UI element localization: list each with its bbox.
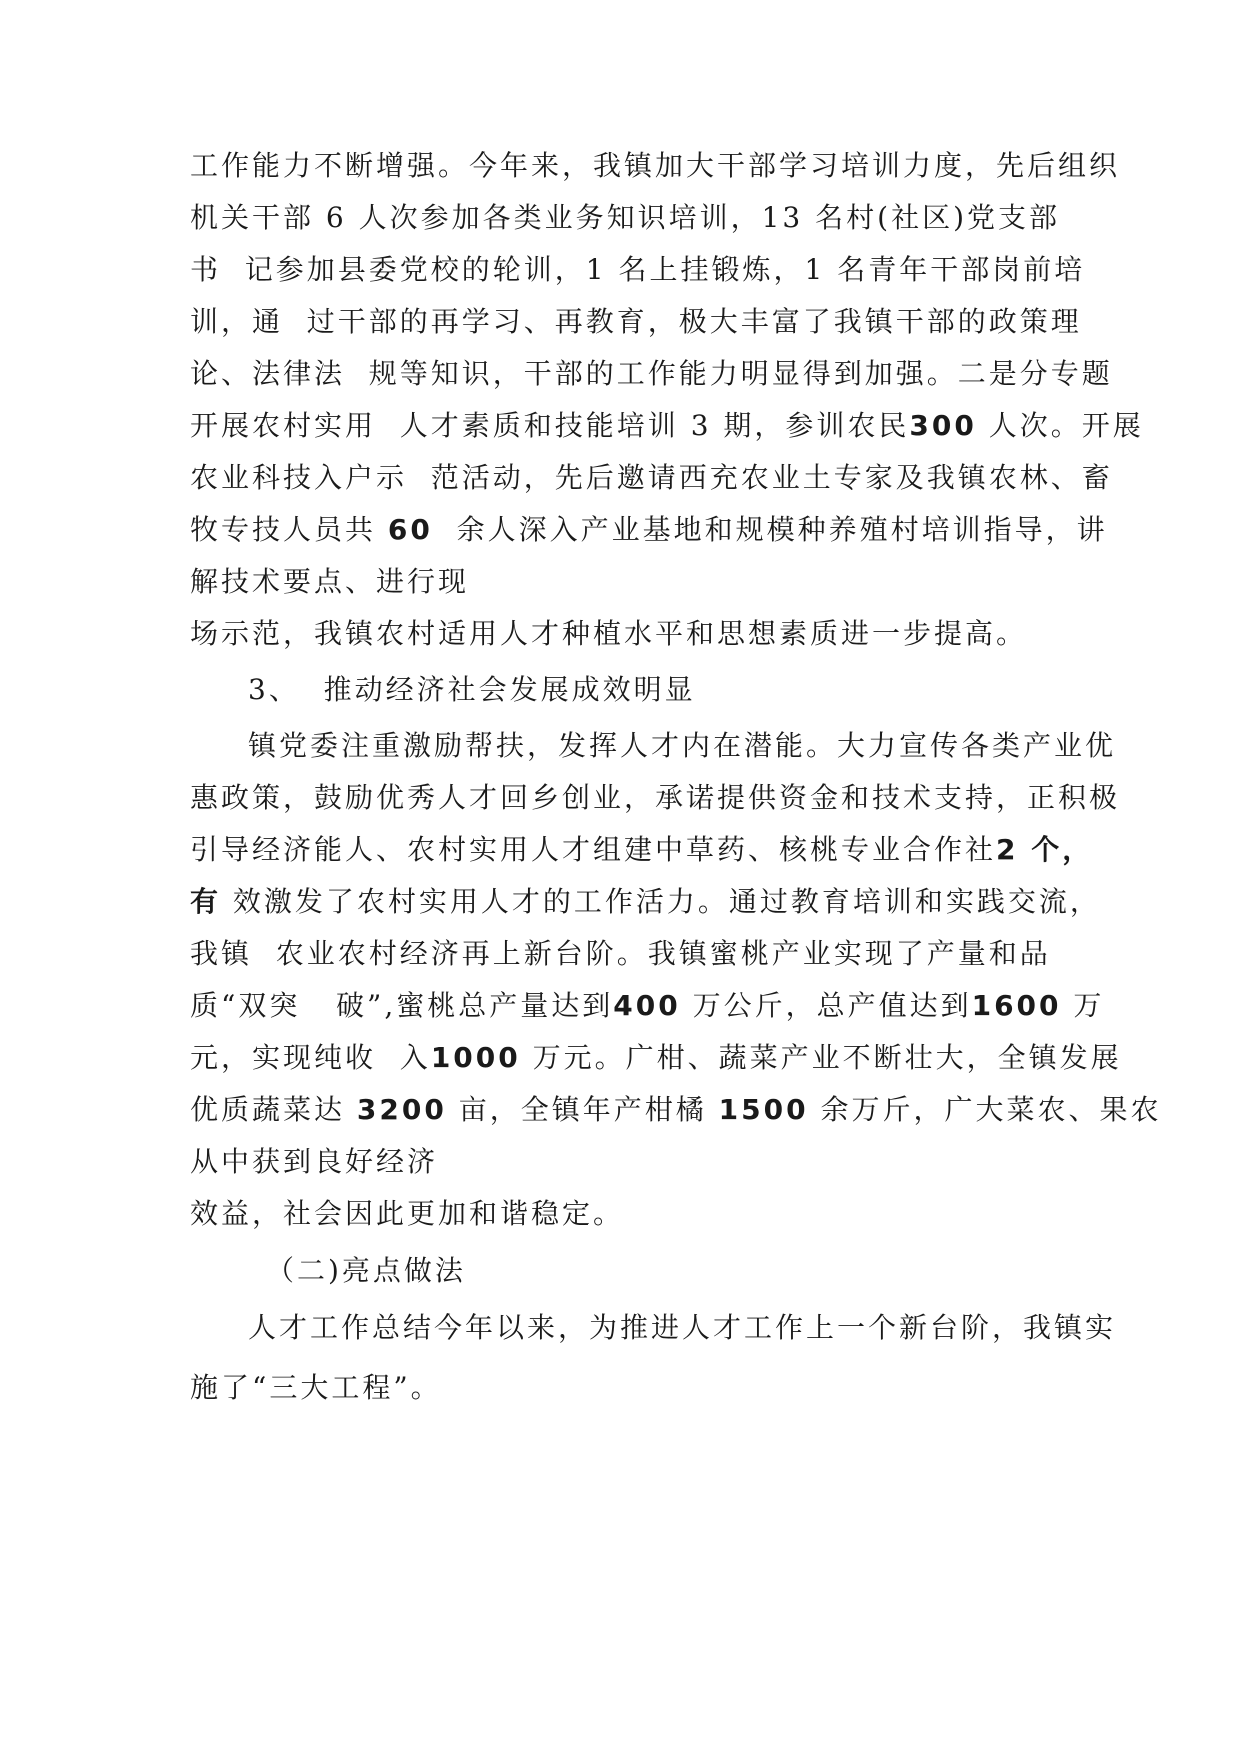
paragraph-line: 我镇 农业农村经济再上新台阶。我镇蜜桃产业实现了产量和品 (190, 937, 1051, 970)
number-run: 60 (387, 513, 433, 546)
paragraph-line: 机关干部 6 人次参加各类业务知识培训，13 名村(社区)党支部 (190, 201, 1060, 234)
number-run: 2 个， (996, 833, 1094, 866)
paragraph-line (190, 1040, 1122, 1076)
text-run: 余万斤，广大菜农、果农 (808, 1093, 1162, 1126)
text-run: 万 (1061, 989, 1105, 1022)
paragraph-line: 场示范，我镇农村适用人才种植水平和思想素质进一步提高。 (190, 617, 1028, 650)
paragraph-line: 训，通 过干部的再学习、再教育，极大丰富了我镇干部的政策理 (190, 305, 1082, 338)
number-run: 3200 (356, 1093, 447, 1126)
number-run: 1500 (718, 1093, 809, 1126)
text-run: 质“双突 破”,蜜桃总产量达到 (190, 989, 614, 1022)
paragraph-line: 书 记参加县委党校的轮训，1 名上挂锻炼，1 名青年干部岗前培 (190, 253, 1086, 286)
paragraph-line (190, 832, 1094, 868)
paragraph-line (190, 988, 1105, 1024)
text-run: 引导经济能人、农村实用人才组建中草药、核桃专业合作社 (190, 833, 997, 866)
paragraph-line: 农业科技入户示 范活动，先后邀请西充农业土专家及我镇农林、畜 (190, 461, 1113, 494)
text-run: 万元。广柑、蔬菜产业不断壮大，全镇发展 (520, 1041, 1122, 1074)
text-run: 效激发了农村实用人才的工作活力。通过教育培训和实践交流， (221, 885, 1101, 918)
text-run: 牧专技人员共 (190, 513, 388, 546)
text-run: 余人深入产业基地和规模种养殖村培训指导，讲 (432, 513, 1108, 546)
text-run: 元，实现纯收 入 (190, 1041, 431, 1074)
paragraph-line: 论、法律法 规等知识，干部的工作能力明显得到加强。二是分专题 (190, 357, 1113, 390)
section-heading: 3、 推动经济社会发展成效明显 (248, 673, 696, 706)
paragraph-line (190, 884, 1101, 920)
paragraph-line: 效益，社会因此更加和谐稳定。 (190, 1197, 625, 1230)
text-run: 人次。开展 (976, 409, 1144, 442)
text-run: 亩，全镇年产柑橘 (446, 1093, 719, 1126)
text-run: 有 (190, 885, 222, 918)
paragraph-line: 工作能力不断增强。今年来，我镇加大干部学习培训力度，先后组织 (190, 149, 1121, 182)
number-run: 300 (909, 409, 977, 442)
subsection-heading: （二)亮点做法 (266, 1254, 466, 1287)
paragraph-line: 人才工作总结今年以来，为推进人才工作上一个新台阶，我镇实 (248, 1311, 1117, 1344)
text-run: 开展农村实用 人才素质和技能培训 3 期，参训农民 (190, 409, 910, 442)
paragraph-line: 镇党委注重激励帮扶，发挥人才内在潜能。大力宣传各类产业优 (248, 729, 1117, 762)
text-run: 万公斤，总产值达到 (680, 989, 972, 1022)
paragraph-line: 解技术要点、进行现 (190, 565, 470, 598)
text-run: 优质蔬菜达 (190, 1093, 357, 1126)
number-run: 400 (613, 989, 681, 1022)
paragraph-line: 施了“三大工程”。 (190, 1371, 442, 1404)
paragraph-line (190, 408, 1144, 444)
number-run: 1000 (430, 1041, 521, 1074)
paragraph-line: 从中获到良好经济 (190, 1145, 439, 1178)
paragraph-line (190, 1092, 1162, 1128)
paragraph-line: 惠政策，鼓励优秀人才回乡创业，承诺提供资金和技术支持，正积极 (190, 781, 1121, 814)
paragraph-line (190, 512, 1108, 548)
number-run: 1600 (971, 989, 1062, 1022)
